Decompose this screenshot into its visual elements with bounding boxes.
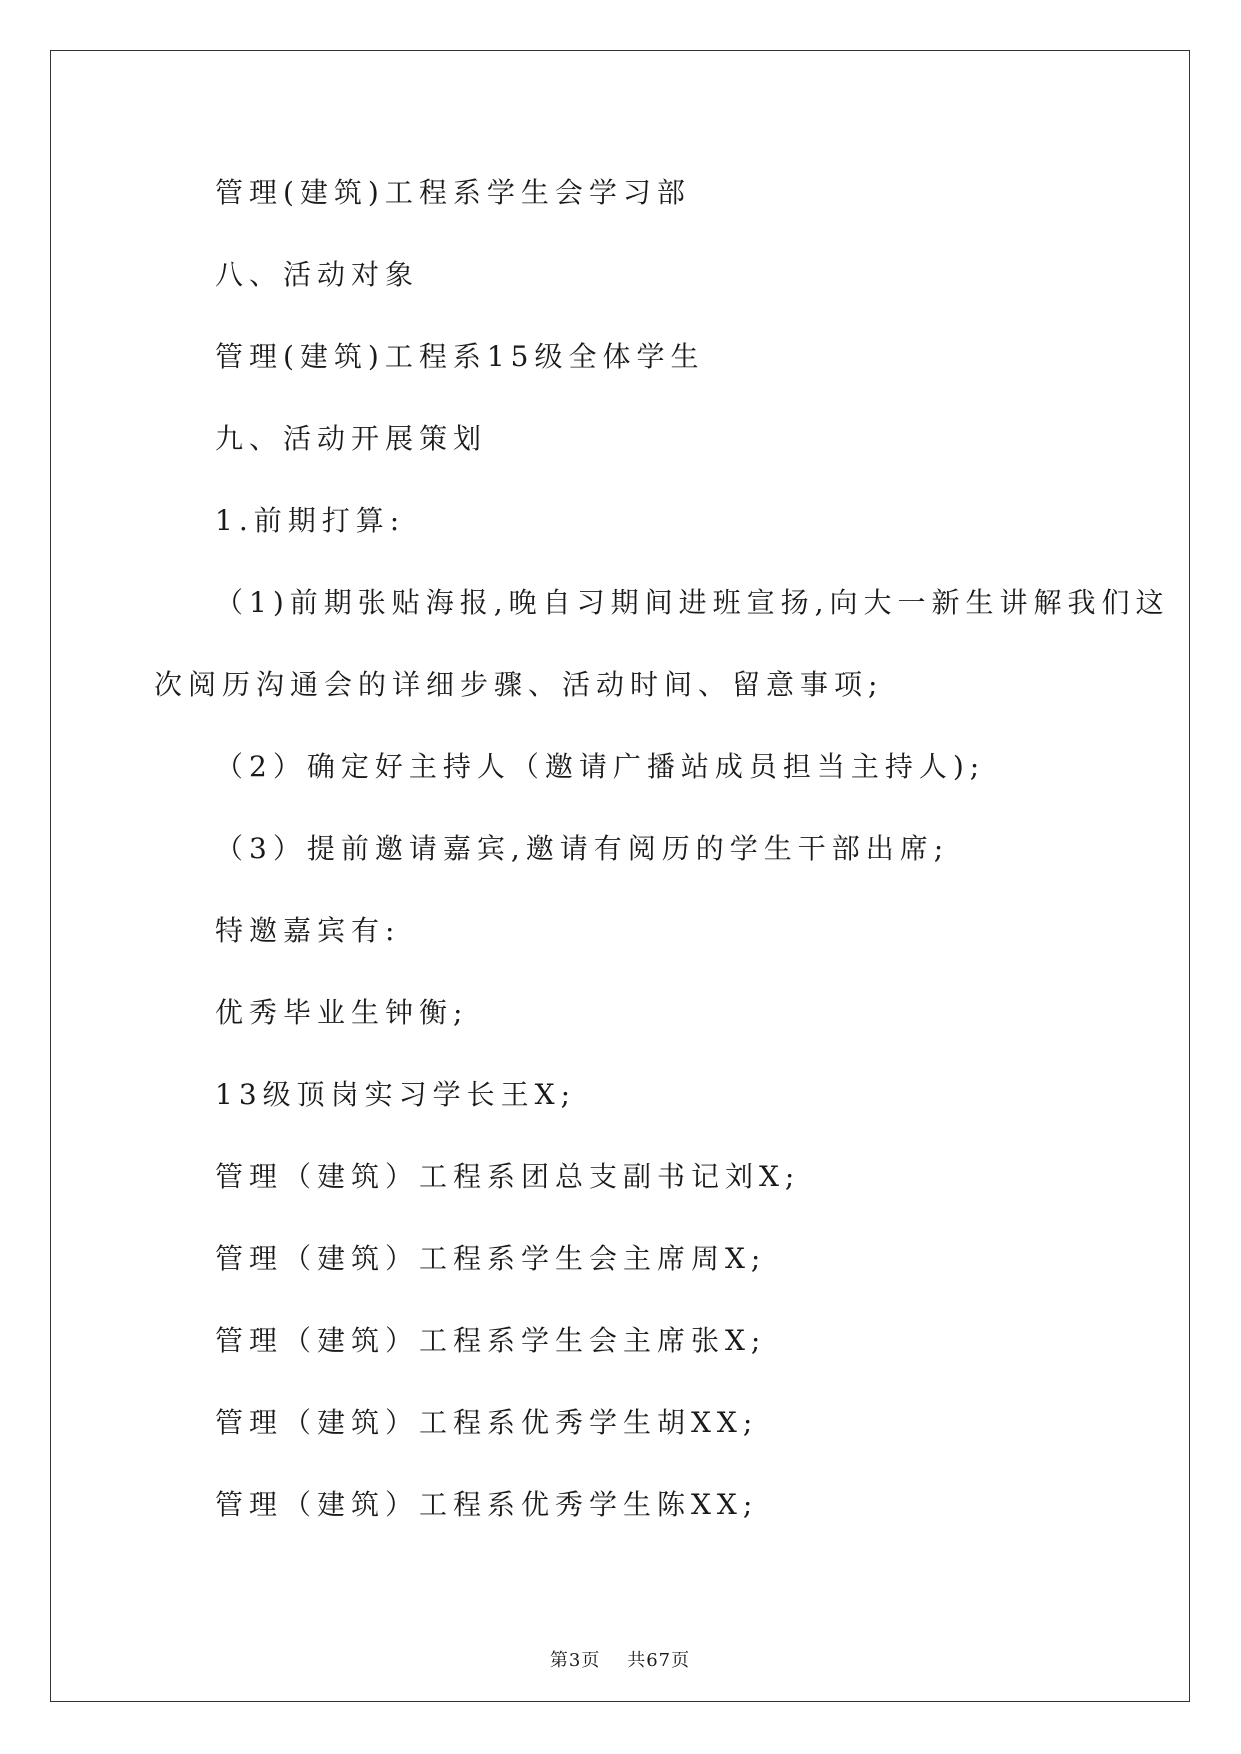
text-line: 管理（建筑）工程系优秀学生胡XX; bbox=[215, 1406, 759, 1439]
page-number: 第3页 bbox=[549, 1650, 601, 1671]
text-line: 13级顶岗实习学长王X; bbox=[215, 1078, 576, 1111]
text-line: 特邀嘉宾有: bbox=[215, 914, 401, 947]
page-footer bbox=[51, 1646, 1189, 1672]
footer-spacer bbox=[600, 1650, 627, 1671]
text-line: 管理(建筑)工程系学生会学习部 bbox=[215, 176, 691, 209]
text-line: 优秀毕业生钟衡; bbox=[215, 996, 469, 1029]
text-line: （2）确定好主持人（邀请广播站成员担当主持人); bbox=[215, 750, 986, 783]
page-frame bbox=[50, 50, 1190, 1702]
text-line: （1)前期张贴海报,晚自习期间进班宣扬,向大一新生讲解我们这 bbox=[215, 586, 1170, 619]
text-line: 次阅历沟通会的详细步骤、活动时间、留意事项; bbox=[154, 668, 884, 701]
text-line: 管理（建筑）工程系优秀学生陈XX; bbox=[215, 1488, 759, 1521]
page-total: 共67页 bbox=[627, 1650, 691, 1671]
text-line: （3）提前邀请嘉宾,邀请有阅历的学生干部出席; bbox=[215, 832, 950, 865]
text-line: 管理（建筑）工程系学生会主席张X; bbox=[215, 1324, 767, 1357]
text-line: 管理(建筑)工程系15级全体学生 bbox=[215, 340, 705, 373]
text-line: 管理（建筑）工程系团总支副书记刘X; bbox=[215, 1160, 801, 1193]
section-heading: 九、活动开展策划 bbox=[215, 422, 488, 455]
document-body bbox=[51, 51, 1189, 1701]
text-line: 1.前期打算: bbox=[215, 504, 406, 537]
text-line: 管理（建筑）工程系学生会主席周X; bbox=[215, 1242, 767, 1275]
section-heading: 八、活动对象 bbox=[215, 258, 420, 291]
